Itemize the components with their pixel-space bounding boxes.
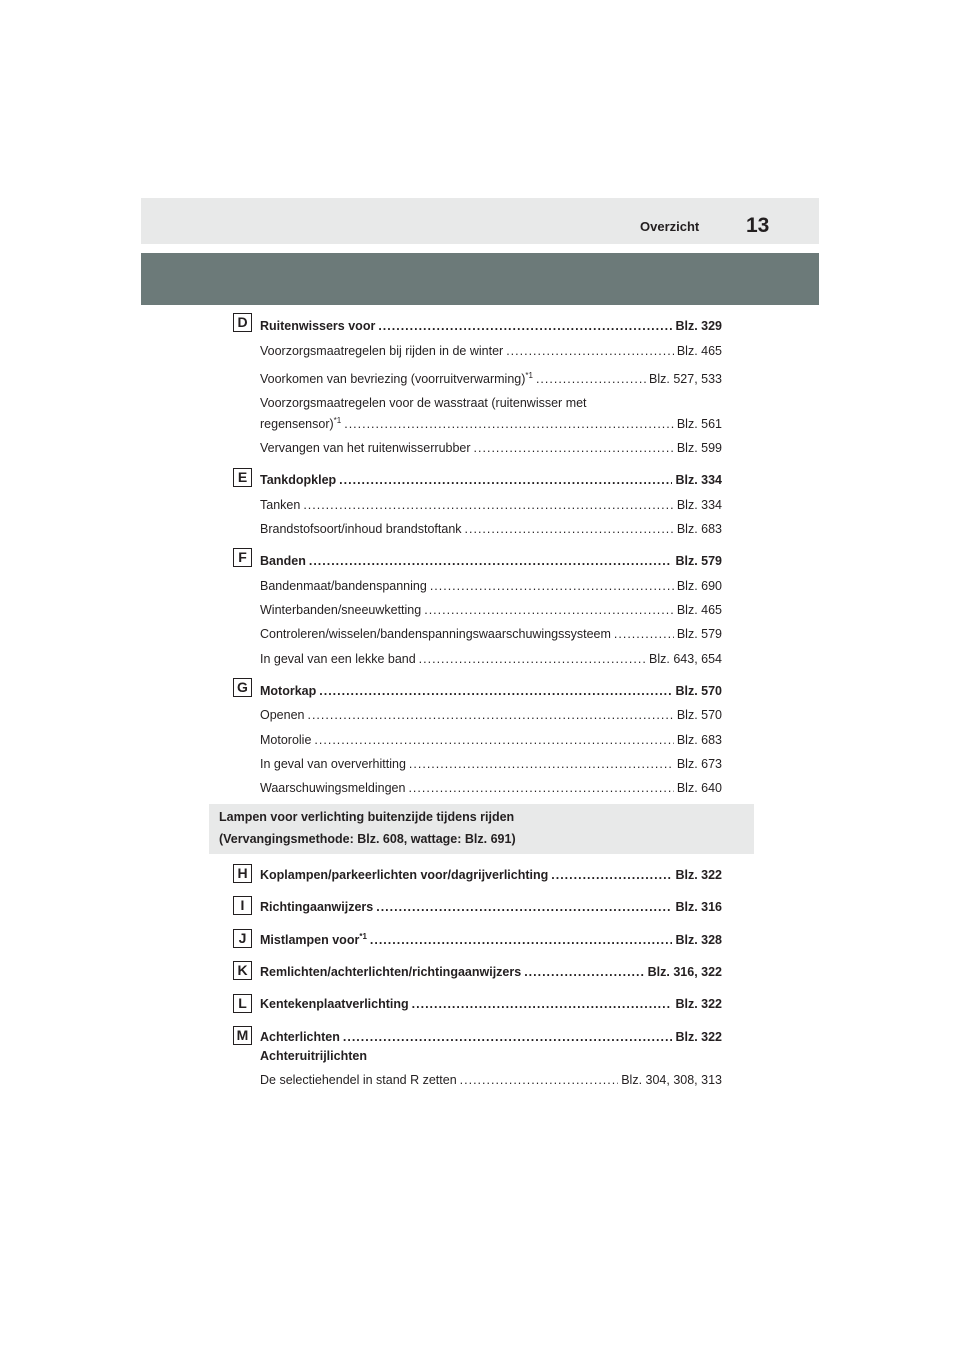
entry-text: Vervangen van het ruitenwisserrubber	[260, 441, 471, 455]
leader-dots	[460, 1071, 619, 1089]
entry-carwash-rain-sensor[interactable]	[260, 415, 722, 433]
entry-page[interactable]: Blz. 579	[676, 627, 722, 641]
leader-dots	[378, 317, 672, 335]
entry-license-plate-light[interactable]	[260, 995, 722, 1013]
entry-brake-lights[interactable]	[260, 963, 722, 981]
leader-dots	[524, 963, 644, 981]
leader-dots	[424, 601, 674, 619]
leader-dots	[303, 496, 674, 514]
entry-page[interactable]: Blz. 673	[676, 757, 722, 771]
entry-page[interactable]: Blz. 328	[675, 933, 722, 947]
letter-marker-e: E	[233, 468, 252, 487]
entry-page[interactable]: Blz. 527, 533	[649, 372, 722, 386]
letter-marker-h: H	[233, 864, 252, 883]
section-title: Overzicht	[640, 219, 700, 234]
entry-refueling[interactable]	[260, 496, 722, 514]
leader-dots	[376, 898, 672, 916]
entry-winter-precautions[interactable]	[260, 342, 722, 360]
entry-page[interactable]: Blz. 322	[675, 868, 722, 882]
entry-text: Koplampen/parkeerlichten voor/dagrijverlichting	[260, 868, 549, 882]
leader-dots	[343, 1028, 673, 1046]
entry-text: Achterlichten	[260, 1030, 340, 1044]
entry-opening[interactable]	[260, 706, 722, 724]
leader-dots	[370, 931, 673, 949]
footnote-mark: *1	[333, 415, 342, 425]
entry-text: Mistlampen voor	[260, 933, 360, 947]
entry-fuel-type[interactable]	[260, 520, 722, 538]
entry-text: Waarschuwingsmeldingen	[260, 781, 406, 795]
leader-dots	[408, 779, 673, 797]
entry-rear-lights[interactable]	[260, 1028, 722, 1046]
entry-page[interactable]: Blz. 690	[676, 579, 722, 593]
leader-dots	[409, 755, 674, 773]
entry-overheating[interactable]	[260, 755, 722, 773]
entry-text: regensensor)	[260, 417, 334, 431]
entry-page[interactable]: Blz. 465	[676, 344, 722, 358]
letter-marker-i: I	[233, 896, 252, 915]
leader-dots	[419, 650, 646, 668]
entry-page[interactable]: Blz. 561	[676, 417, 722, 431]
entry-page[interactable]: Blz. 640	[676, 781, 722, 795]
leader-dots	[412, 995, 673, 1013]
entry-reversing-lights: Achteruitrijlichten	[260, 1049, 367, 1063]
leader-dots	[430, 577, 674, 595]
leader-dots	[339, 471, 672, 489]
entry-carwash-line1: Voorzorgsmaatregelen voor de wasstraat (ruitenwisser met	[260, 396, 587, 410]
entry-page[interactable]: Blz. 329	[675, 319, 722, 333]
entry-warning-messages[interactable]	[260, 779, 722, 797]
header-bar	[141, 198, 819, 244]
entry-text: Voorzorgsmaatregelen bij rijden in de winter	[260, 344, 504, 358]
entry-page[interactable]: Blz. 334	[675, 473, 722, 487]
entry-page[interactable]: Blz. 334	[676, 498, 722, 512]
entry-replace-wiper-rubber[interactable]	[260, 439, 722, 457]
entry-text: Tankdopklep	[260, 473, 337, 487]
entry-tire-pressure-warning[interactable]	[260, 625, 722, 643]
entry-page[interactable]: Blz. 465	[676, 603, 722, 617]
entry-page[interactable]: Blz. 570	[676, 708, 722, 722]
entry-page[interactable]: Blz. 304, 308, 313	[621, 1073, 722, 1087]
entry-page[interactable]: Blz. 316	[675, 900, 722, 914]
entry-page[interactable]: Blz. 683	[676, 733, 722, 747]
entry-front-fog-lights[interactable]	[260, 931, 722, 949]
entry-text: In geval van een lekke band	[260, 652, 416, 666]
entry-text: Openen	[260, 708, 305, 722]
leader-dots	[319, 682, 672, 700]
entry-text: Motorolie	[260, 733, 312, 747]
letter-marker-g: G	[233, 678, 252, 697]
leader-dots	[465, 520, 674, 538]
entry-text: Richtingaanwijzers	[260, 900, 374, 914]
entry-flat-tire[interactable]	[260, 650, 722, 668]
entry-page[interactable]: Blz. 579	[675, 554, 722, 568]
entry-tire-size[interactable]	[260, 577, 722, 595]
info-line-title: Lampen voor verlichting buitenzijde tijdens rijden	[219, 810, 515, 824]
entry-text: Winterbanden/sneeuwketting	[260, 603, 422, 617]
entry-text: Brandstofsoort/inhoud brandstoftank	[260, 522, 462, 536]
entry-text: Kentekenplaatverlichting	[260, 997, 409, 1011]
entry-text: In geval van oververhitting	[260, 757, 406, 771]
entry-page[interactable]: Blz. 683	[676, 522, 722, 536]
header-band	[141, 253, 819, 305]
letter-marker-j: J	[233, 929, 252, 948]
entry-shift-lever-r[interactable]	[260, 1071, 722, 1089]
letter-marker-k: K	[233, 961, 252, 980]
entry-text: Tanken	[260, 498, 301, 512]
leader-dots	[314, 731, 673, 749]
entry-headlights[interactable]	[260, 866, 722, 884]
letter-marker-l: L	[233, 994, 252, 1013]
leader-dots	[551, 866, 672, 884]
leader-dots	[474, 439, 674, 457]
entry-text: Voorkomen van bevriezing (voorruitverwarming)	[260, 372, 526, 386]
entry-page[interactable]: Blz. 322	[675, 997, 722, 1011]
entry-page[interactable]: Blz. 316, 322	[647, 965, 722, 979]
entry-text: De selectiehendel in stand R zetten	[260, 1073, 457, 1087]
entry-page[interactable]: Blz. 599	[676, 441, 722, 455]
footnote-mark: *1	[525, 370, 533, 380]
footnote-mark: *1	[359, 931, 367, 941]
leader-dots	[506, 342, 674, 360]
leader-dots	[344, 415, 674, 433]
entry-winter-tires[interactable]	[260, 601, 722, 619]
entry-wipers-front[interactable]	[260, 317, 722, 335]
info-line-refs: (Vervangingsmethode: Blz. 608, wattage: Blz. 691)	[219, 832, 516, 846]
entry-page[interactable]: Blz. 643, 654	[649, 652, 722, 666]
letter-marker-d: D	[233, 313, 252, 332]
leader-dots	[536, 370, 646, 388]
entry-text: Ruitenwissers voor	[260, 319, 376, 333]
entry-turn-signals[interactable]	[260, 898, 722, 916]
page-number: 13	[746, 214, 770, 237]
entry-fuel-door[interactable]	[260, 471, 722, 489]
leader-dots	[614, 625, 674, 643]
entry-text: Motorkap	[260, 684, 317, 698]
entry-hood[interactable]	[260, 682, 722, 700]
letter-marker-f: F	[233, 548, 252, 567]
entry-text: Banden	[260, 554, 306, 568]
entry-tires[interactable]	[260, 552, 722, 570]
entry-windshield-deicer[interactable]	[260, 370, 722, 388]
leader-dots	[307, 706, 673, 724]
entry-text: Remlichten/achterlichten/richtingaanwijzers	[260, 965, 522, 979]
entry-text: Bandenmaat/bandenspanning	[260, 579, 427, 593]
letter-marker-m: M	[233, 1026, 252, 1045]
entry-engine-oil[interactable]	[260, 731, 722, 749]
entry-page[interactable]: Blz. 322	[675, 1030, 722, 1044]
entry-text: Controleren/wisselen/bandenspanningswaarschuwingssysteem	[260, 627, 611, 641]
leader-dots	[309, 552, 673, 570]
entry-page[interactable]: Blz. 570	[675, 684, 722, 698]
